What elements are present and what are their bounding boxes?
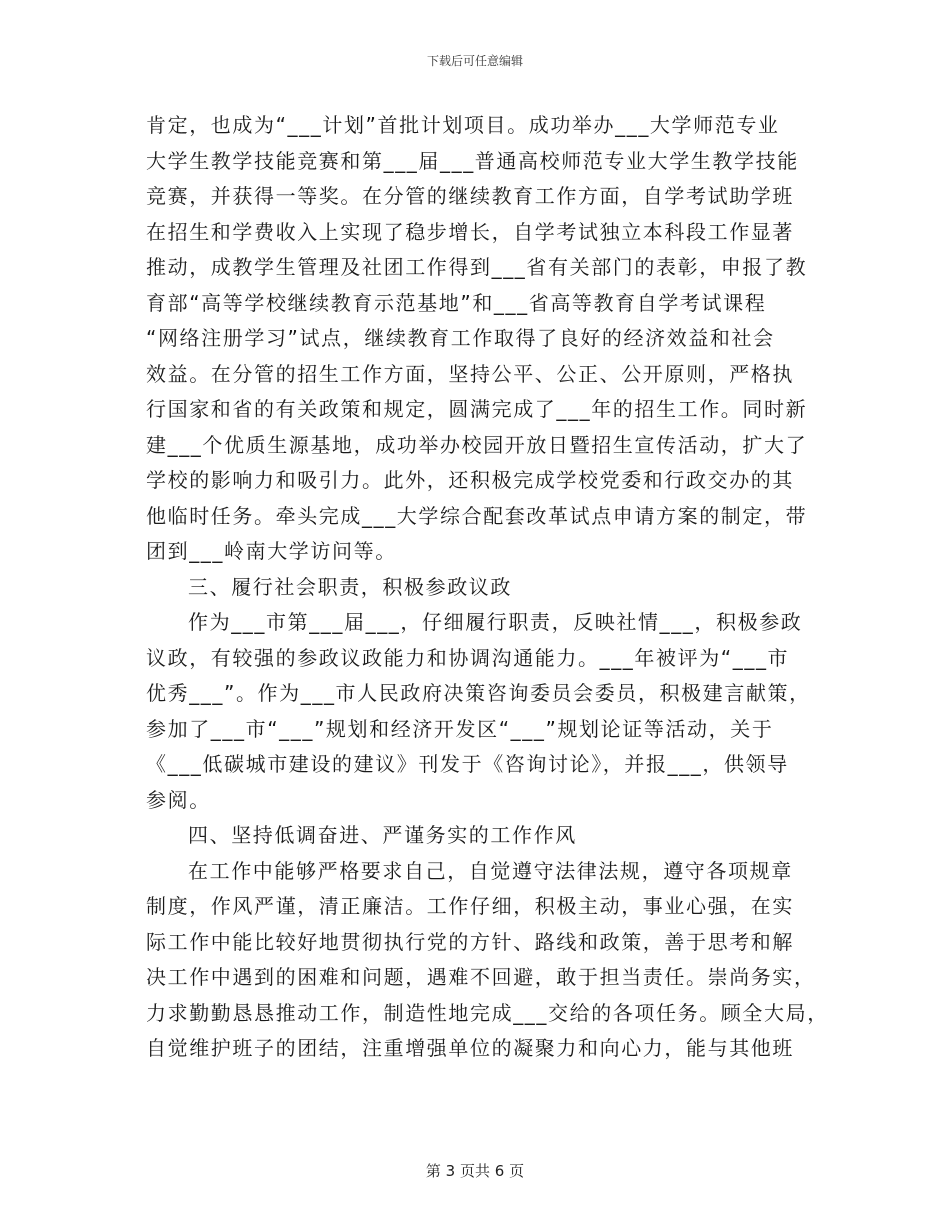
paragraph-line: 力求勤勤恳恳推动工作，制造性地完成___交给的各项任务。顾全大局， [146,1000,829,1025]
paragraph-line: 优秀___”。作为___市人民政府决策咨询委员会委员，积极建言献策， [146,681,811,705]
paragraph-line: 决工作中遇到的困难和问题，遇难不回避，敢于担当责任。崇尚务实， [146,965,816,989]
paragraph-line: 自觉维护班子的团结，注重增强单位的凝聚力和向心力，能与其他班 [146,1036,794,1060]
paragraph-line: 制度，作风严谨，清正廉洁。工作仔细，积极主动，事业心强，在实 [146,894,794,918]
paragraph-line: 在工作中能够严格要求自己，自觉遵守法律法规，遵守各项规章 [188,858,793,883]
paragraph-line: 参加了___市“___”规划和经济开发区“___”规划论证等活动，关于 [146,716,774,741]
paragraph-line: 学校的影响力和吸引力。此外，还积极完成学校党委和行政交办的其 [146,468,794,492]
paragraph-line: 行国家和省的有关政策和规定，圆满完成了___年的招生工作。同时新 [146,397,808,421]
document-body [146,108,829,1067]
paragraph-line: 育部“高等学校继续教育示范基地”和___省高等教育自学考试课程 [146,290,767,315]
section-heading: 四、坚持低调奋进、严谨务实的工作作风 [188,823,577,847]
paragraph-line: 《___低碳城市建设的建议》刊发于《咨询讨论》，并报___，供领导 [146,752,789,776]
section-heading: 三、履行社会职责，积极参政议政 [188,574,512,599]
paragraph-line: 参阅。 [146,787,211,812]
paragraph-line: 团到___岭南大学访问等。 [146,539,397,563]
page-number: 第 3 页共 6 页 [425,1162,525,1180]
paragraph-line: “网络注册学习”试点，继续教育工作取得了良好的经济效益和社会 [146,326,775,350]
paragraph-line: 议政，有较强的参政议政能力和协调沟通能力。___年被评为“___市 [146,645,790,670]
paragraph-line: 际工作中能比较好地贯彻执行党的方针、路线和政策，善于思考和解 [146,929,794,954]
paragraph-line: 作为___市第___届___，仔细履行职责，反映社情___，积极参政 [188,610,803,634]
paragraph-line: 他临时任务。牵头完成___大学综合配套改革试点申请方案的制定，带 [146,503,808,528]
paragraph-line: 在招生和学费收入上实现了稳步增长，自学考试独立本科段工作显著 [146,219,794,244]
paragraph-line: 推动，成教学生管理及社团工作得到___省有关部门的表彰，申报了教 [146,255,808,279]
page-header: 下载后可任意编辑 [426,54,523,68]
paragraph-line: 大学生教学技能竞赛和第___届___普通高校师范专业大学生教学技能 [146,148,799,173]
paragraph-line: 肯定，也成为“___计划”首批计划项目。成功举办___大学师范专业 [146,113,780,137]
paragraph-line: 效益。在分管的招生工作方面，坚持公平、公正、公开原则，严格执 [146,361,794,386]
paragraph-line: 竞赛，并获得一等奖。在分管的继续教育工作方面，自学考试助学班 [146,184,794,208]
paragraph-line: 建___个优质生源基地，成功举办校园开放日暨招生宣传活动，扩大了 [146,432,808,457]
